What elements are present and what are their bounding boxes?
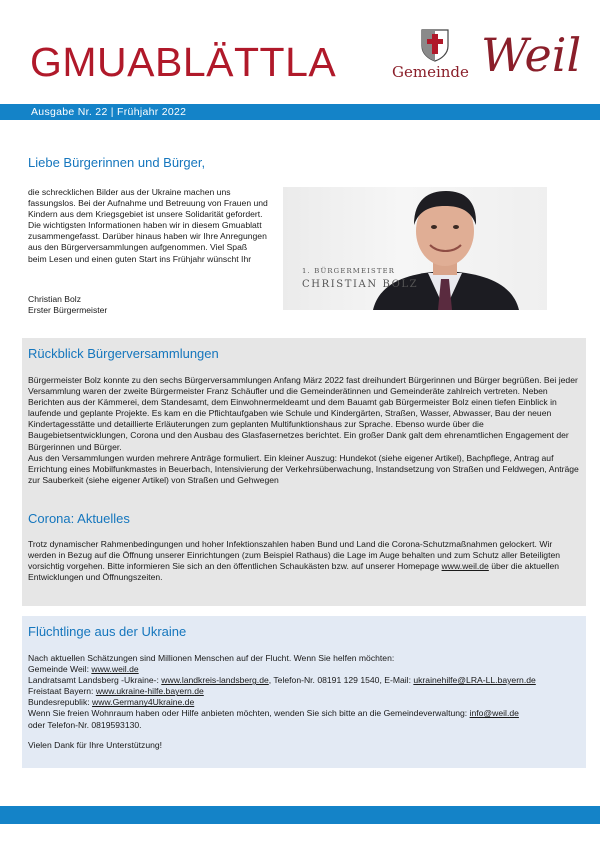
bayern-link[interactable]: www.ukraine-hilfe.bayern.de [95,686,204,697]
ukraine-box [22,616,586,768]
greeting-body: die schrecklichen Bilder aus der Ukraine machen uns fassungslos. Bei der Aufnahme und Betreuung von Frauen und Kindern aus dem Kriegsgebiet ist unsere Solidarität gefordert. Die wichtigsten Informationen haben wir in diesem Gmuablatt zusammengefasst. Darüber hinaus haben wir Ihre Anregungen aus den Bürgerversammlungen aufgenommen. Viel Spaß beim Lesen und einen guten Start ins Frühjahr wünscht Ihr [28,187,268,264]
corona-heading: Corona: Aktuelles [28,511,130,526]
corona-text: Trotz dynamischer Rahmenbedingungen und hoher Infektionszahlen haben Bund und Land die Corona-Schutzmaßnahmen gelockert. Wir werden in Bezug auf die Öffnung unserer Einrichtungen (zum Beispiel Rathaus) die Lage im Auge behalten und zum Schutz aller Beteiligten vorsichtig vorgehen. Bitte informieren Sie sich an den öffentlichen Schaukästen bzw. auf unserer Homepage [28,539,561,572]
issue-bar [0,104,600,120]
ukraine-body [28,653,580,751]
photo-caption-name: CHRISTIAN BOLZ [302,279,419,290]
landratsamt-link[interactable]: www.landkreis-landsberg.de [161,675,269,686]
rueckblick-paragraph-2: Aus den Versammlungen wurden mehrere Anträge formuliert. Ein kleiner Auszug: Hundekot (siehe eigener Artikel), Bachpflege, Antrag auf Errichtung eines Mobilfunkmastes in Beuerbach, Intensivierung der Verkehrsüberwachung, Instandsetzung von Straßen und Feldwegen, Anträge zur Sauberkeit (siehe eigener Artikel) von Straßen und Gehwegen [28,452,579,485]
wohnraum-email-link[interactable]: info@weil.de [469,708,519,719]
logo-gemeinde-text: Gemeinde [392,63,469,81]
ukraine-landratsamt-line [28,675,580,686]
landratsamt-email-link[interactable]: ukrainehilfe@LRA-LL.bayern.de [413,675,536,686]
coat-of-arms-icon [420,28,450,62]
signature-name: Christian Bolz [28,294,82,304]
signature-role: Erster Bürgermeister [28,305,108,316]
newsletter-title: GMUABLÄTTLA [30,39,337,85]
landratsamt-phone: , Telefon-Nr. 08191 129 1540, E-Mail: [268,675,414,686]
rueckblick-heading: Rückblick Bürgerversammlungen [28,346,219,361]
bund-link[interactable]: www.Germany4Ukraine.de [92,697,195,708]
rueckblick-body [28,375,580,486]
ukraine-heading: Flüchtlinge aus der Ukraine [28,624,187,639]
ukraine-gemeinde-line [28,664,580,675]
bund-label: Bundesrepublik: [28,697,93,708]
gemeinde-label: Gemeinde Weil: [28,664,92,675]
corona-homepage-link[interactable]: www.weil.de [441,561,489,572]
ukraine-intro: Nach aktuellen Schätzungen sind Millionen Menschen auf der Flucht. Wenn Sie helfen möchten: [28,653,395,663]
ukraine-thanks: Vielen Dank für Ihre Unterstützung! [28,739,163,750]
masthead [0,0,600,104]
corona-text-end: über die aktuellen Entwicklungen und Öffnungszeiten. [28,561,560,583]
rueckblick-corona-box [22,338,586,606]
landratsamt-label: Landratsamt Landsberg -Ukraine-: [28,675,162,686]
signoff [28,294,268,316]
photo-caption-role: 1. BÜRGERMEISTER [302,267,396,275]
logo-weil-text: Weil [481,28,582,82]
gemeinde-link[interactable]: www.weil.de [91,664,139,675]
ukraine-wohnraum-line [28,708,580,719]
bayern-label: Freistaat Bayern: [28,686,96,697]
issue-label: Ausgabe Nr. 22 | Frühjahr 2022 [31,106,187,118]
ukraine-bayern-line [28,686,580,697]
rueckblick-paragraph-1: Bürgermeister Bolz konnte zu den sechs Bürgerversammlungen Anfang März 2022 fast dreihundert Bürgerinnen und Bürger begrüßen. Bei jeder Versammlung waren der zweite Bürgermeister Franz Schäufler und die Gemeinderätinnen und Gemeinderäte zahlreich vertreten. Neben Berichten aus der Kämmerei, dem Standesamt, dem Einwohnermeldeamt und dem Bauamt gab Bürgermeister Bolz einen tiefen Einblick in laufende und geplante Projekte. Es kam en die Pflichtaufgaben wie Schule und Kindergärten, Straßen, Wasser, Abwasser, Bau der neuen Kindertagesstätte und detaillierte Erläuterungen zum geplanten Multifunktionshaus zur Sprache. Ebenso wurde über die Baugebietsentwicklungen, Corona und den Ausbau des Glasfasernetzes berichtet. Ein großer Dank galt dem ehrenamtlichen Engagement der Bürgerinnen und Bürger. [28,375,578,452]
wohnraum-text: Wenn Sie freien Wohnraum haben oder Hilfe anbieten möchten, wenden Sie sich bitte an die Gemeindeverwaltung: [28,708,470,719]
gemeinde-weil-logo [388,28,580,84]
mayor-portrait-illustration [283,187,547,310]
mayor-photo [283,187,547,310]
ukraine-wohnraum-phone: oder Telefon-Nr. 0819593130. [28,719,142,730]
corona-body [28,539,580,583]
greeting-heading: Liebe Bürgerinnen und Bürger, [28,155,206,170]
footer-bar [0,806,600,824]
ukraine-bund-line [28,697,580,708]
